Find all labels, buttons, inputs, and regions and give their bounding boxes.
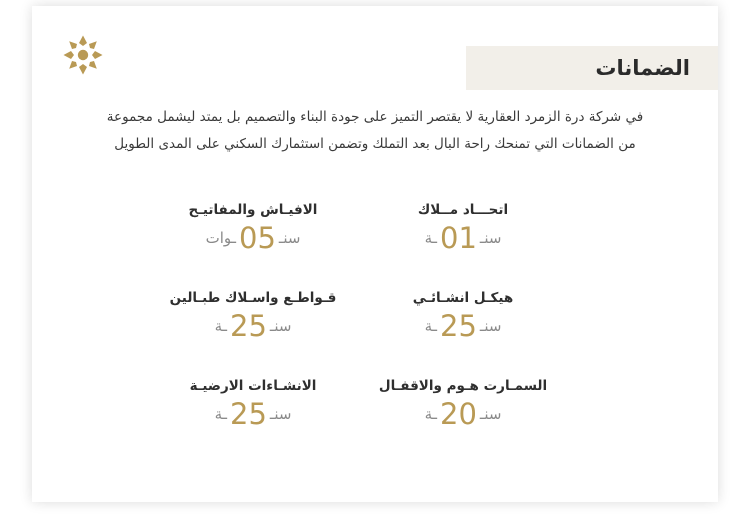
intro-line-2: من الضمانات التي تمنحك راحة البال بعد التملك وتضمن استثمارك السكني على المدى الطويل xyxy=(114,136,636,152)
guarantee-duration xyxy=(154,221,352,255)
guarantee-item xyxy=(148,290,358,378)
guarantee-duration xyxy=(364,221,562,255)
content-card xyxy=(32,6,718,502)
duration-prefix: سنـ xyxy=(269,405,292,423)
duration-suffix: ـوات xyxy=(205,229,237,247)
guarantee-item xyxy=(358,290,568,378)
guarantee-label: السمـارت هـوم والاقفـال xyxy=(378,378,548,394)
duration-number: 01 xyxy=(440,221,477,255)
duration-number: 20 xyxy=(440,397,477,431)
duration-number: 25 xyxy=(230,309,267,343)
ornament-logo-icon xyxy=(62,34,104,76)
intro-line-1: في شركة درة الزمرد العقارية لا يقتصر التميز على جودة البناء والتصميم بل يمتد ليشمل مجموعة xyxy=(106,109,644,125)
duration-prefix: سنـ xyxy=(269,317,292,335)
duration-prefix: سنـ xyxy=(479,405,502,423)
guarantee-label: الانشـاءات الارضيـة xyxy=(189,378,317,394)
guarantee-item xyxy=(148,202,358,290)
duration-prefix: سنـ xyxy=(479,317,502,335)
duration-number: 25 xyxy=(230,397,267,431)
duration-suffix: ـة xyxy=(424,317,438,335)
guarantees-grid xyxy=(148,202,568,466)
duration-number: 05 xyxy=(239,221,276,255)
section-title-band xyxy=(466,46,718,90)
duration-prefix: سنـ xyxy=(278,229,301,247)
guarantee-duration xyxy=(154,309,352,343)
guarantee-duration xyxy=(154,397,352,431)
duration-prefix: سنـ xyxy=(479,229,502,247)
guarantee-label: هيكـل انشـائـي xyxy=(412,290,514,306)
page-title: الضمانات xyxy=(595,56,690,80)
duration-suffix: ـة xyxy=(214,317,228,335)
guarantee-label: اتحـــاد مــلاك xyxy=(417,202,509,218)
intro-paragraph xyxy=(92,104,658,158)
duration-suffix: ـة xyxy=(424,405,438,423)
guarantee-item xyxy=(358,202,568,290)
duration-suffix: ـة xyxy=(424,229,438,247)
guarantee-duration xyxy=(364,309,562,343)
guarantee-label: قـواطـع واسـلاك طبـالين xyxy=(169,290,337,306)
guarantee-label: الافيـاش والمفاتيـح xyxy=(188,202,318,218)
guarantee-duration xyxy=(364,397,562,431)
duration-number: 25 xyxy=(440,309,477,343)
duration-suffix: ـة xyxy=(214,405,228,423)
guarantee-item xyxy=(148,378,358,466)
guarantee-item xyxy=(358,378,568,466)
